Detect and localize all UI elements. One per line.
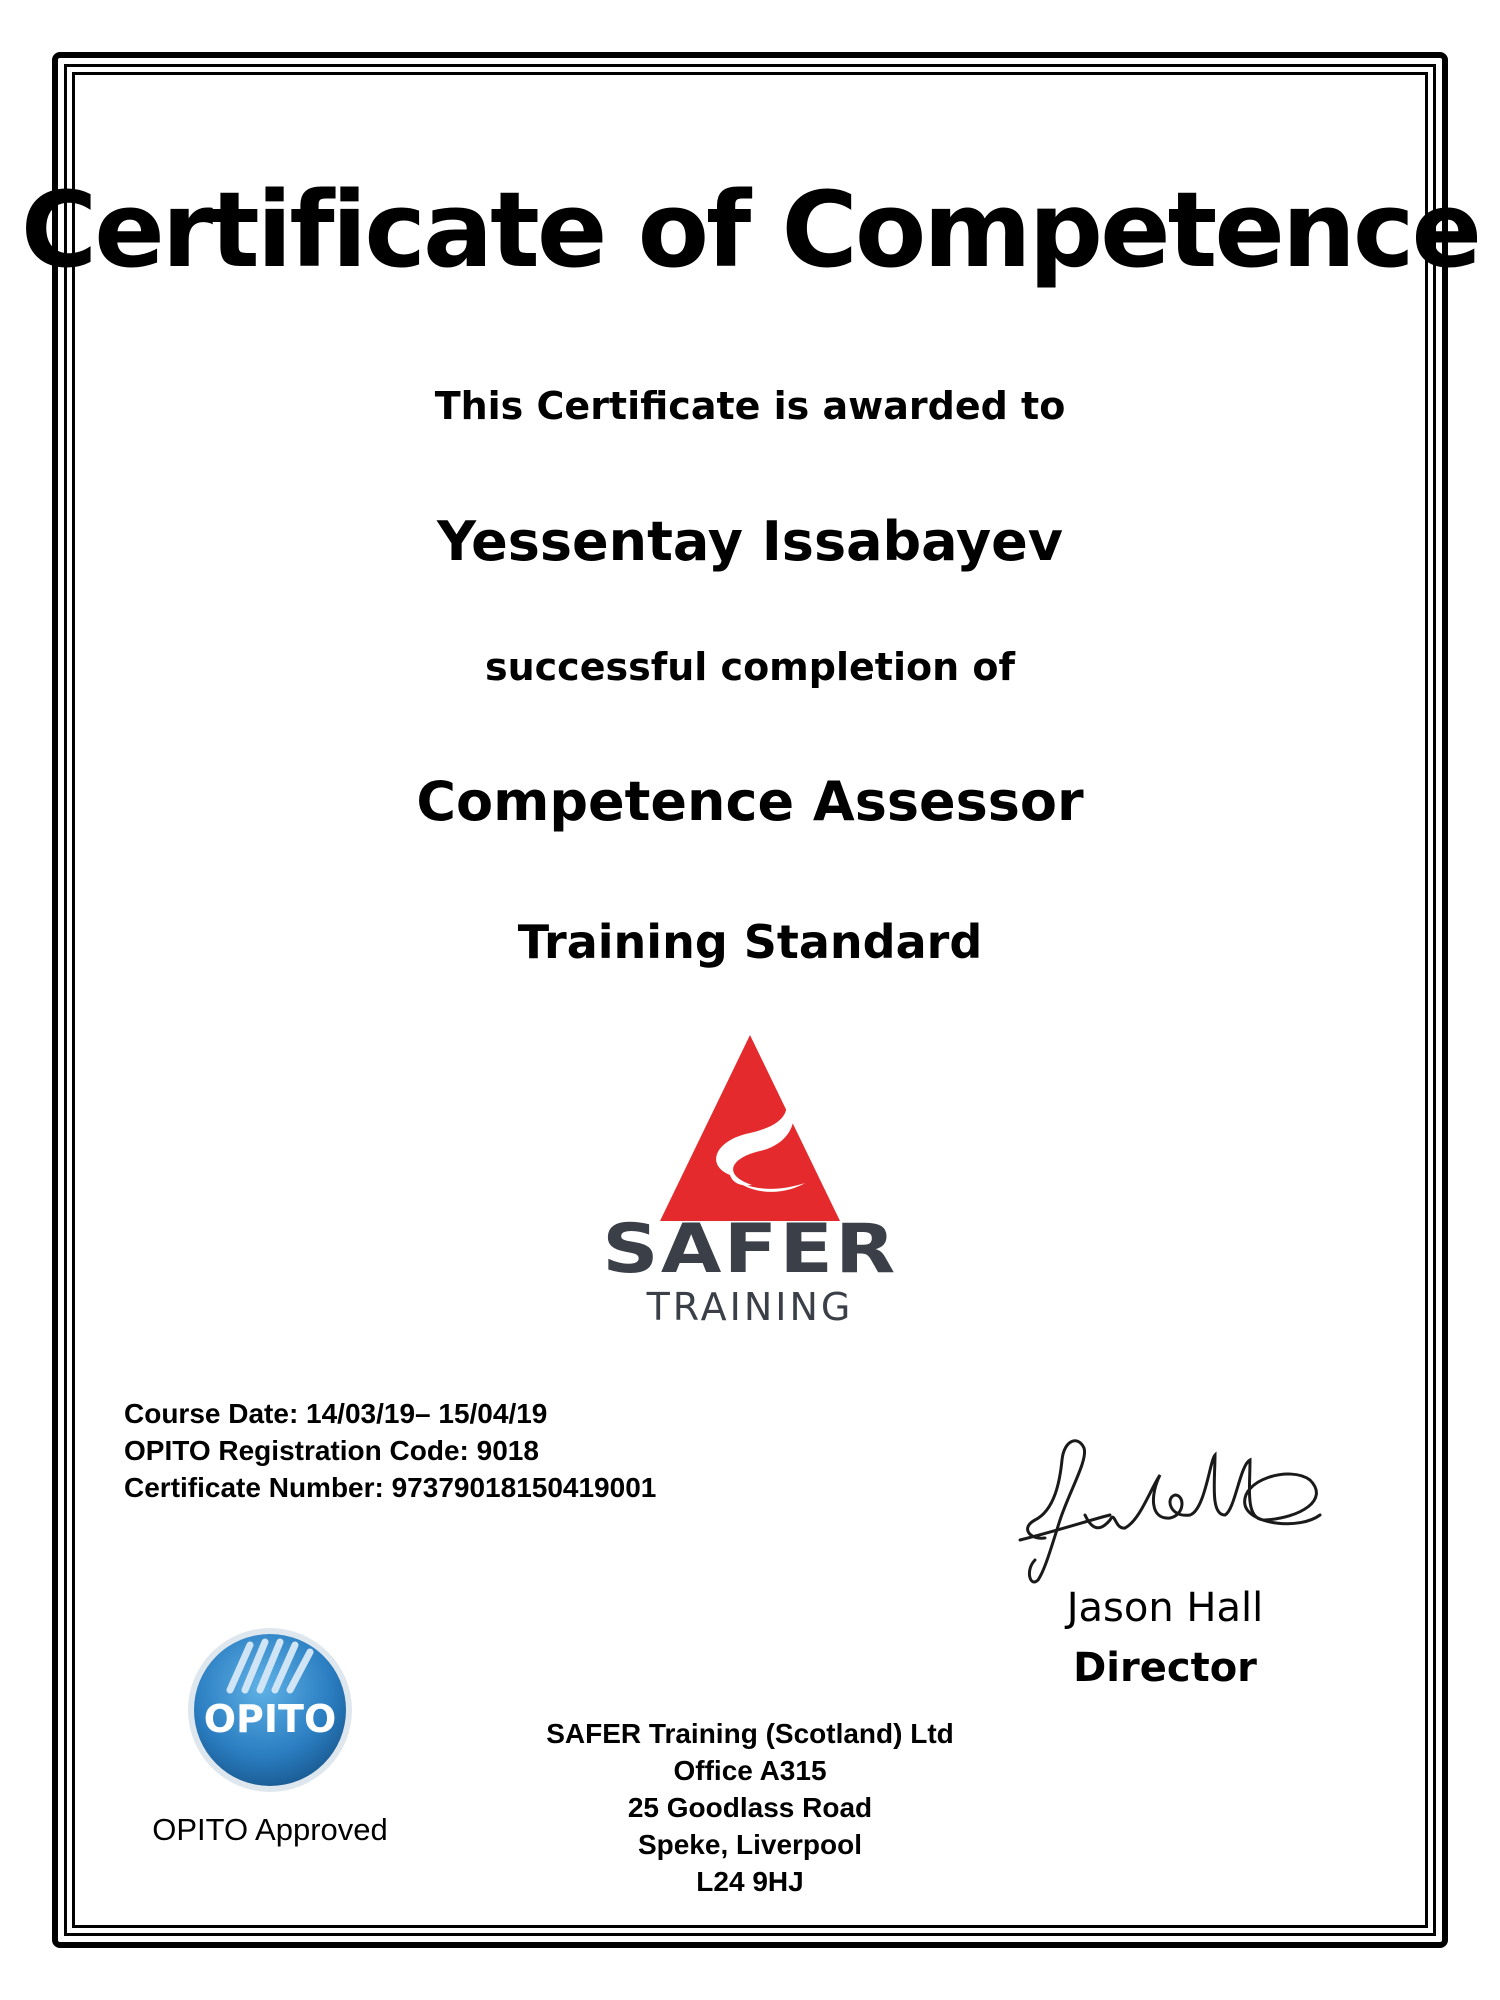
registration-code: OPITO Registration Code: 9018	[124, 1435, 539, 1466]
certificate-number: Certificate Number: 97379018150419001	[124, 1472, 657, 1503]
course-details	[124, 1395, 656, 1506]
awarded-text: This Certificate is awarded to	[434, 384, 1066, 428]
recipient-name: Yessentay Issabayev	[437, 510, 1063, 573]
director-signature-icon	[1000, 1420, 1330, 1590]
course-date: Course Date: 14/03/19– 15/04/19	[124, 1398, 548, 1429]
logo-brand-word: SAFER	[602, 1210, 898, 1289]
address-line: Office A315	[673, 1755, 827, 1786]
course-name: Competence Assessor	[416, 770, 1084, 833]
signatory-name: Jason Hall	[1066, 1585, 1264, 1631]
opito-approved-text: OPITO Approved	[152, 1812, 388, 1847]
certificate-title: Certificate of Competence	[20, 169, 1480, 291]
company-address	[450, 1715, 1050, 1900]
address-line: L24 9HJ	[696, 1866, 804, 1897]
address-line: 25 Goodlass Road	[627, 1792, 873, 1823]
signatory-title: Director	[1073, 1645, 1257, 1691]
logo-brand-subword: TRAINING	[646, 1285, 854, 1329]
standard-text: Training Standard	[517, 915, 983, 969]
completion-text: successful completion of	[484, 645, 1015, 689]
address-line: SAFER Training (Scotland) Ltd	[546, 1718, 954, 1749]
address-line: Speke, Liverpool	[637, 1829, 863, 1860]
logo-triangle	[660, 1035, 840, 1221]
opito-badge-text: OPITO	[203, 1697, 337, 1741]
opito-badge-icon	[180, 1620, 360, 1800]
